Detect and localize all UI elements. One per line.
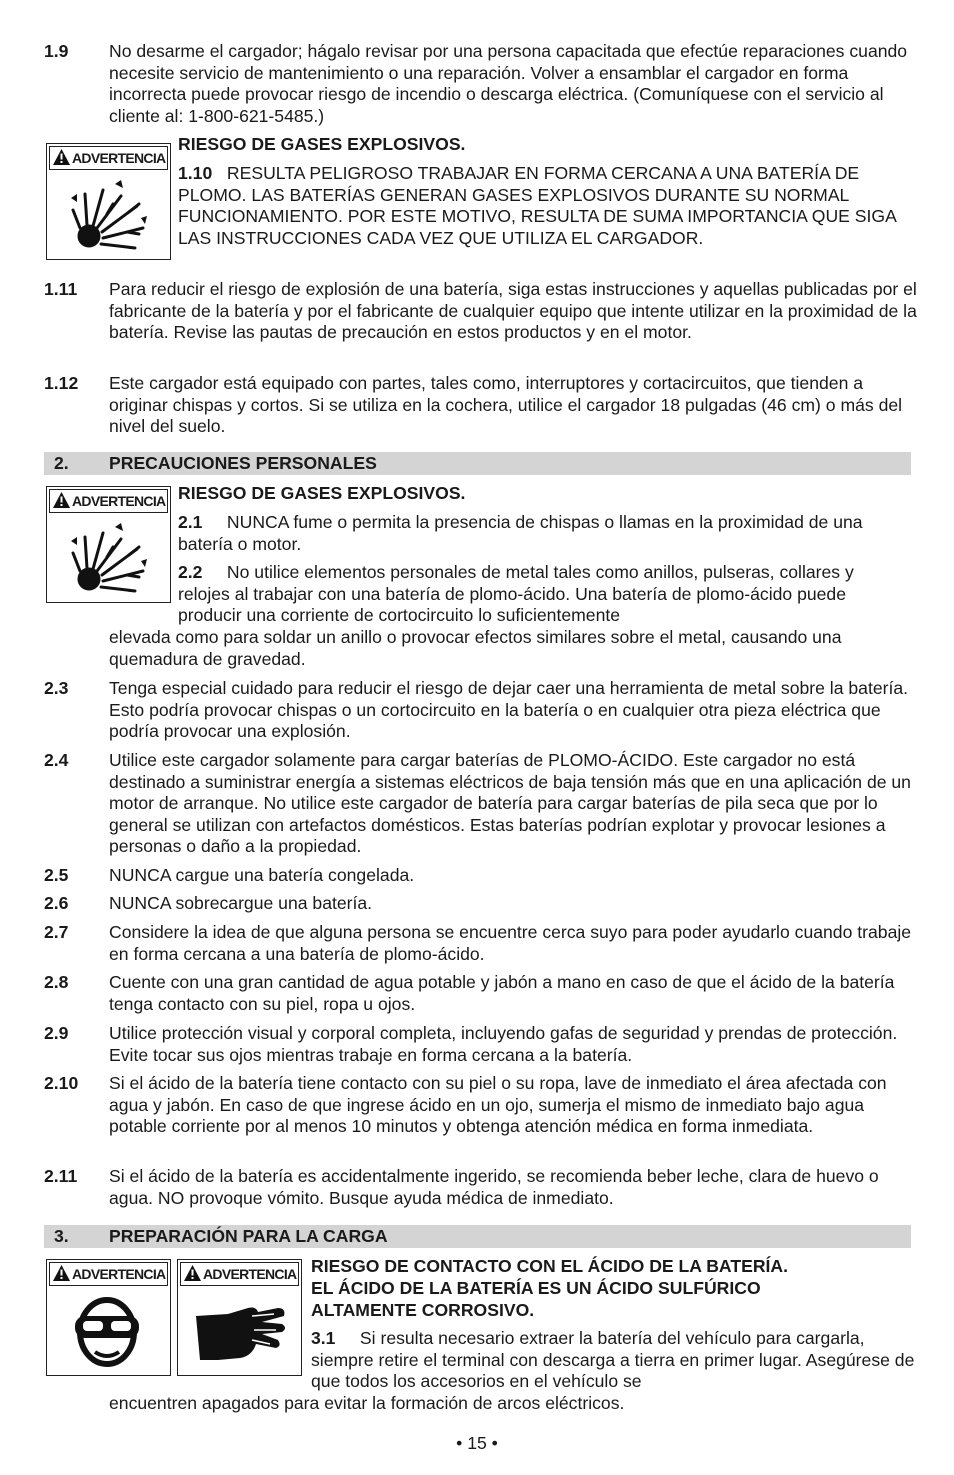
item-number: 2.11: [44, 1166, 78, 1186]
item-text: Utilice protección visual y corporal completa, incluyendo gafas de seguridad y prendas de protección. Evite tocar sus ojos mientras trabaje en forma cercana a la batería.: [109, 1023, 898, 1065]
section-title: PREPARACIÓN PARA LA CARGA: [109, 1226, 388, 1246]
hazard-title: ALTAMENTE CORROSIVO.: [311, 1300, 535, 1320]
protective-glove-icon: [178, 1286, 300, 1374]
warning-label-text: ADVERTENCIA: [203, 1266, 297, 1282]
item-number: 2.5: [44, 865, 69, 885]
warning-sign-glove: [177, 1259, 302, 1376]
item-text: Si el ácido de la batería tiene contacto con su piel o su ropa, lave de inmediato el área afectada con agua y jabón. En caso de que ingrese ácido en un ojo, sumerja el mismo de inmediato bajo agua potable corriente por al menos 10 minutos y obtenga atención médica en forma inmediata.: [109, 1073, 887, 1137]
explosion-icon: [47, 170, 169, 258]
item-number: 1.9: [44, 41, 69, 61]
item-number: 2.2: [178, 562, 203, 582]
item-text: No utilice elementos personales de metal tales como anillos, pulseras, collares y relojes al trabajar con una batería de plomo-ácido. Una batería de plomo-ácido puede producir una corriente de cortocircuito lo suficientemente: [178, 562, 854, 626]
item-text: Tenga especial cuidado para reducir el riesgo de dejar caer una herramienta de metal sobre la batería. Esto podría provocar chispas o un cortocircuito en la batería o en cualquier otra pieza eléctrica que podría provocar una explosión.: [109, 678, 909, 742]
warning-triangle-icon: [53, 492, 70, 508]
section-number: 2.: [54, 453, 69, 473]
warning-sign-explosion: [46, 486, 171, 603]
warning-label-text: ADVERTENCIA: [72, 150, 166, 166]
item-number: 2.8: [44, 972, 69, 992]
hazard-text: [311, 1328, 916, 1393]
warning-label: [49, 489, 168, 513]
item-number: 2.1: [178, 512, 203, 532]
warning-label-text: ADVERTENCIA: [72, 1266, 166, 1282]
item-text: Para reducir el riesgo de explosión de una batería, siga estas instrucciones y aquellas publicadas por el fabricante de la batería y por el fabricante de cualquier equipo que intente utilizar en la proximidad de la batería. Revise las pautas de precaución en estos productos y en el motor.: [109, 279, 917, 343]
warning-triangle-icon: [184, 1265, 201, 1281]
item-number: 1.10: [178, 163, 213, 183]
page-number: • 15 •: [456, 1433, 498, 1453]
item-number: 2.3: [44, 678, 69, 698]
hazard-text: [178, 163, 913, 249]
warning-sign-goggles: [46, 1259, 171, 1376]
item-number: 1.11: [44, 279, 78, 299]
warning-label: [49, 146, 168, 170]
item-text: No desarme el cargador; hágalo revisar por una persona capacitada que efectúe reparaciones cuando necesite servicio de mantenimiento o una reparación. Volver a ensamblar el cargador en forma incorrecta puede provocar riesgo de incendio o descarga eléctrica. (Comuníquese con el servicio al cliente al: 1-800-621-5485.): [109, 41, 908, 126]
section-header: [44, 452, 911, 475]
item-text: Si resulta necesario extraer la batería del vehículo para cargarla, siempre retire el terminal con descarga a tierra en primer lugar. Asegúrese de que todos los accesorios en el vehículo se: [311, 1328, 915, 1392]
hazard-text-continued: encuentren apagados para evitar la formación de arcos eléctricos.: [109, 1393, 625, 1413]
warning-label-text: ADVERTENCIA: [72, 493, 166, 509]
item-text: Cuente con una gran cantidad de agua potable y jabón a mano en caso de que el ácido de la batería tenga contacto con su piel, ropa u ojos.: [109, 972, 895, 1014]
item-text: Si el ácido de la batería es accidentalmente ingerido, se recomienda beber leche, clara de huevo o agua. NO provoque vómito. Busque ayuda médica de inmediato.: [109, 1166, 879, 1208]
item-text: Este cargador está equipado con partes, tales como, interruptores y cortacircuitos, que tienden a originar chispas y cortos. Si se utiliza en la cochera, utilice el cargador 18 pulgadas (46 cm) o más del nivel del suelo.: [109, 373, 903, 437]
item-text: Considere la idea de que alguna persona se encuentre cerca suyo para poder ayudarlo cuando trabaje en forma cercana a una batería de plomo-ácido.: [109, 922, 912, 964]
section-header: [44, 1225, 911, 1248]
item-number: 2.9: [44, 1023, 69, 1043]
hazard-text: [178, 512, 913, 555]
hazard-title: RIESGO DE GASES EXPLOSIVOS.: [178, 483, 466, 503]
warning-label: [49, 1262, 168, 1286]
hazard-title: RIESGO DE CONTACTO CON EL ÁCIDO DE LA BATERÍA.: [311, 1256, 789, 1276]
section-title: PRECAUCIONES PERSONALES: [109, 453, 377, 473]
item-number: 2.4: [44, 750, 69, 770]
warning-sign-explosion: [46, 143, 171, 260]
section-number: 3.: [54, 1226, 69, 1246]
item-number: 2.6: [44, 893, 69, 913]
item-number: 1.12: [44, 373, 79, 393]
item-text: NUNCA fume o permita la presencia de chispas o llamas en la proximidad de una batería o motor.: [178, 512, 863, 554]
warning-triangle-icon: [53, 149, 70, 165]
item-text: Utilice este cargador solamente para cargar baterías de PLOMO-ÁCIDO. Este cargador no está destinado a suministrar energía a sistemas eléctricos de baja tensión más que en una aplicación de un motor de arranque. No utilice este cargador de batería para cargar baterías de pila seca que por lo general se utilizan con artefactos domésticos. Estas baterías podrían explotar y provocar lesiones a personas o daño a la propiedad.: [109, 750, 911, 857]
item-number: 2.10: [44, 1073, 79, 1093]
safety-goggles-icon: [47, 1286, 169, 1374]
item-text: NUNCA cargue una batería congelada.: [109, 865, 415, 885]
explosion-icon: [47, 513, 169, 601]
item-text: RESULTA PELIGROSO TRABAJAR EN FORMA CERCANA A UNA BATERÍA DE PLOMO. LAS BATERÍAS GENERAN GASES EXPLOSIVOS DURANTE SU NORMAL FUNCIONAMIENTO. POR ESTE MOTIVO, RESULTA DE SUMA IMPORTANCIA QUE SIGA LAS INSTRUCCIONES CADA VEZ QUE UTILIZA EL CARGADOR.: [178, 163, 896, 248]
warning-triangle-icon: [53, 1265, 70, 1281]
item-number: 2.7: [44, 922, 69, 942]
warning-label: [180, 1262, 299, 1286]
hazard-title: RIESGO DE GASES EXPLOSIVOS.: [178, 134, 466, 154]
item-text: NUNCA sobrecargue una batería.: [109, 893, 373, 913]
item-number: 3.1: [311, 1328, 336, 1348]
hazard-title: EL ÁCIDO DE LA BATERÍA ES UN ÁCIDO SULFÚRICO: [311, 1278, 761, 1298]
hazard-text: [178, 562, 888, 627]
hazard-text-continued: elevada como para soldar un anillo o provocar efectos similares sobre el metal, causando una quemadura de gravedad.: [109, 627, 842, 669]
